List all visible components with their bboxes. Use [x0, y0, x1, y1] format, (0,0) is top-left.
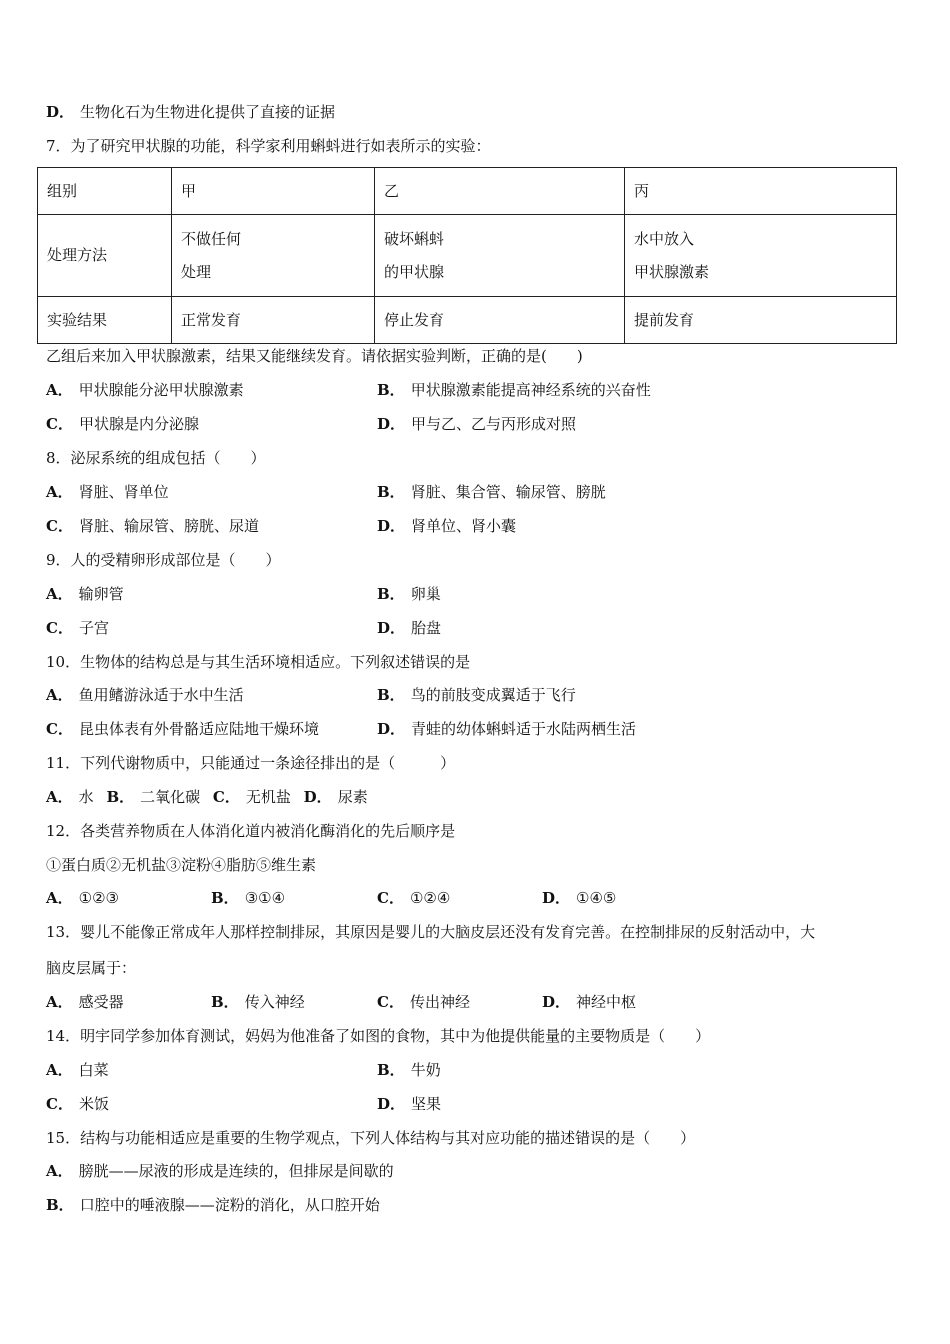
q9-option-b: B． 卵巢 — [377, 585, 441, 603]
q13-stem-line2: 脑皮层属于： — [46, 959, 137, 977]
q12-items: ①蛋白质②无机盐③淀粉④脂肪⑤维生素 — [46, 856, 317, 874]
q10-stem: 10．生物体的结构总是与其生活环境相适应。下列叙述错误的是 — [46, 653, 471, 671]
q10-option-b: B． 鸟的前肢变成翼适于飞行 — [377, 686, 576, 704]
q7-follow-text: 乙组后来加入甲状腺激素，结果又能继续发育。请依据实验判断，正确的是( ) — [46, 347, 583, 365]
table-cell: 破坏蝌蚪 的甲状腺 — [375, 215, 625, 297]
q13-option-d: D． 神经中枢 — [542, 993, 637, 1011]
q11-options — [46, 787, 368, 807]
q14-option-d: D． 坚果 — [377, 1095, 442, 1113]
q14-option-a: A． 白菜 — [46, 1061, 109, 1079]
table-cell: 停止发育 — [375, 297, 625, 344]
q12-option-b: B． ③①④ — [211, 889, 286, 907]
table-cell: 乙 — [375, 168, 625, 215]
q8-option-c: C． 肾脏、输尿管、膀胱、尿道 — [46, 517, 259, 535]
q11-stem: 11．下列代谢物质中，只能通过一条途径排出的是（ ） — [46, 754, 456, 772]
table-cell: 甲 — [172, 168, 375, 215]
table-header-row — [38, 168, 897, 215]
q13-option-b: B． 传入神经 — [211, 993, 305, 1011]
table-cell: 丙 — [625, 168, 897, 215]
q6-option-d: D． 生物化石为生物进化提供了直接的证据 — [46, 103, 336, 121]
q11-option-d-label: D． — [303, 788, 332, 806]
q15-stem: 15．结构与功能相适应是重要的生物学观点，下列人体结构与其对应功能的描述错误的是（ ） — [46, 1129, 696, 1147]
table-row — [38, 215, 897, 297]
q10-option-a: A． 鱼用鳍游泳适于水中生活 — [46, 686, 244, 704]
q11-option-c: 无机盐 — [245, 788, 291, 806]
q11-option-a: 水 — [78, 788, 94, 806]
q8-option-b: B． 肾脏、集合管、输尿管、膀胱 — [377, 483, 606, 501]
q9-option-c: C． 子宫 — [46, 619, 109, 637]
q14-option-b: B． 牛奶 — [377, 1061, 441, 1079]
q15-option-a: A． 膀胱——尿液的形成是连续的，但排尿是间歇的 — [46, 1162, 394, 1180]
q7-option-c: C． 甲状腺是内分泌腺 — [46, 415, 199, 433]
q12-option-c: C． ①②④ — [377, 889, 451, 907]
table-cell: 实验结果 — [38, 297, 172, 344]
q8-stem: 8．泌尿系统的组成包括（ ） — [46, 449, 266, 467]
table-cell: 正常发育 — [172, 297, 375, 344]
q11-option-b-label: B． — [106, 788, 135, 806]
q13-option-a: A． 感受器 — [46, 993, 124, 1011]
table-row — [38, 297, 897, 344]
q9-option-a: A． 输卵管 — [46, 585, 124, 603]
table-cell: 不做任何 处理 — [172, 215, 375, 297]
q11-option-d: 尿素 — [337, 788, 368, 806]
q11-option-a-label: A． — [46, 788, 73, 806]
q8-option-d: D． 肾单位、肾小囊 — [377, 517, 517, 535]
q12-option-a: A． ①②③ — [46, 889, 119, 907]
q14-option-c: C． 米饭 — [46, 1095, 109, 1113]
q7-stem: 7．为了研究甲状腺的功能，科学家利用蝌蚪进行如表所示的实验： — [46, 137, 491, 155]
q9-stem: 9．人的受精卵形成部位是（ ） — [46, 551, 281, 569]
q13-stem-line1: 13．婴儿不能像正常成年人那样控制排尿，其原因是婴儿的大脑皮层还没有发育完善。在控制排尿的反射活动中，大 — [46, 923, 816, 941]
table-cell: 提前发育 — [625, 297, 897, 344]
q12-option-d: D． ①④⑤ — [542, 889, 617, 907]
q11-option-c-label: C． — [212, 788, 240, 806]
q7-option-d: D． 甲与乙、乙与丙形成对照 — [377, 415, 577, 433]
q12-stem: 12．各类营养物质在人体消化道内被消化酶消化的先后顺序是 — [46, 822, 456, 840]
table-cell: 组别 — [38, 168, 172, 215]
q15-option-b: B． 口腔中的唾液腺——淀粉的消化，从口腔开始 — [46, 1196, 380, 1214]
q14-stem: 14．明宇同学参加体育测试，妈妈为他准备了如图的食物，其中为他提供能量的主要物质是（ ） — [46, 1027, 711, 1045]
q11-option-b: 二氧化碳 — [140, 788, 201, 806]
q8-option-a: A． 肾脏、肾单位 — [46, 483, 169, 501]
q9-option-d: D． 胎盘 — [377, 619, 442, 637]
experiment-table — [37, 167, 897, 344]
table-cell: 处理方法 — [38, 215, 172, 297]
q10-option-d: D． 青蛙的幼体蝌蚪适于水陆两栖生活 — [377, 720, 637, 738]
q7-option-a: A． 甲状腺能分泌甲状腺激素 — [46, 381, 244, 399]
table-cell: 水中放入 甲状腺激素 — [625, 215, 897, 297]
q10-option-c: C． 昆虫体表有外骨骼适应陆地干燥环境 — [46, 720, 319, 738]
q13-option-c: C． 传出神经 — [377, 993, 470, 1011]
q7-option-b: B． 甲状腺激素能提高神经系统的兴奋性 — [377, 381, 651, 399]
